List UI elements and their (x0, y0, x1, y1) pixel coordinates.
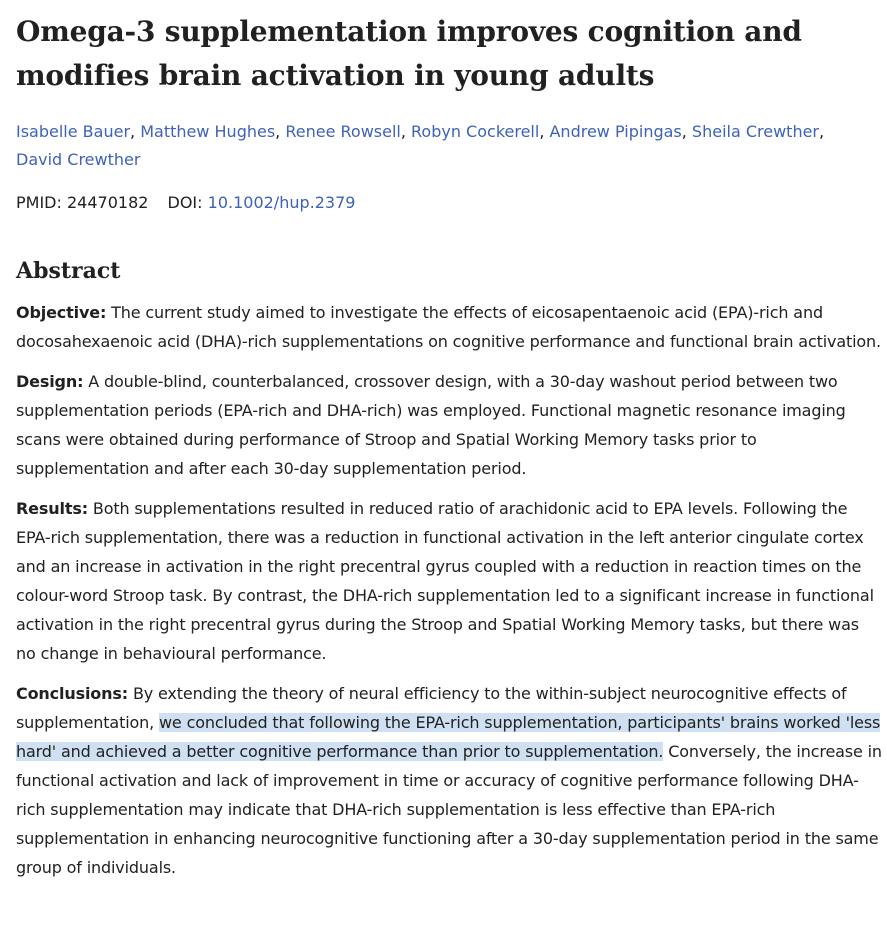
author-link[interactable]: Isabelle Bauer (16, 122, 131, 141)
objective-label: Objective: (16, 303, 107, 322)
highlighted-selection[interactable]: we concluded that following the EPA-rich supplementation, participants' brains worked 'less hard' and achieved a better cognitive performance than prior to supplementation. (16, 713, 881, 761)
author-link[interactable]: Matthew Hughes (140, 122, 276, 141)
conclusions-text: By extending the theory of neural efficiency to the within-subject neurocognitive effects of supplementation, (16, 684, 847, 732)
pmid-label: PMID: (16, 193, 62, 212)
doi-link[interactable]: 10.1002/hup.2379 (207, 193, 356, 212)
article-title: Omega-3 supplementation improves cognition and modifies brain activation in young adults (16, 15, 802, 92)
abstract-objective (16, 298, 882, 356)
objective-text: The current study aimed to investigate the effects of eicosapentaenoic acid (EPA)-rich and docosahexaenoic acid (DHA)-rich supplementations on cognitive performance and functional brain activation. (16, 303, 881, 351)
author-link[interactable]: David Crewther (16, 150, 141, 169)
conclusions-label: Conclusions: (16, 684, 128, 703)
conclusions-text-continued: Conversely, the increase in functional activation and lack of improvement in time or accuracy of cognitive performance following DHA-rich supplementation may indicate that DHA-rich supplementation is less effective than EPA-rich supplementation in enhancing neurocognitive functioning after a 30-day supplementation period in the same group of individuals. (16, 742, 882, 877)
abstract-heading: Abstract (16, 258, 121, 284)
author-link[interactable]: Sheila Crewther (691, 122, 820, 141)
author-link[interactable]: Renee Rowsell (285, 122, 401, 141)
design-text: A double-blind, counterbalanced, crossover design, with a 30-day washout period between two supplementation periods (EPA-rich and DHA-rich) was employed. Functional magnetic resonance imaging scans were obtained during performance of Stroop and Spatial Working Memory tasks prior to supplementation and after each 30-day supplementation period. (16, 372, 846, 478)
author-link[interactable]: Andrew Pipingas (549, 122, 682, 141)
results-label: Results: (16, 499, 88, 518)
article-identifiers (16, 190, 882, 216)
abstract-results (16, 494, 882, 668)
design-label: Design: (16, 372, 84, 391)
results-text: Both supplementations resulted in reduced ratio of arachidonic acid to EPA levels. Following the EPA-rich supplementation, there was a reduction in functional activation in the left anterior cingulate cortex and an increase in activation in the right precentral gyrus coupled with a reduction in reaction times on the colour-word Stroop task. By contrast, the DHA-rich supplementation led to a significant increase in functional activation in the right precentral gyrus during the Stroop and Spatial Working Memory tasks, but there was no change in behavioural performance. (16, 499, 874, 663)
abstract-conclusions (16, 679, 882, 882)
pmid-value: 24470182 (66, 193, 149, 212)
article-page (0, 10, 882, 882)
author-link[interactable]: Robyn Cockerell (411, 122, 540, 141)
doi-label: DOI: (167, 193, 203, 212)
author-list: Isabelle Bauer, Matthew Hughes, Renee Rowsell, Robyn Cockerell, Andrew Pipingas, Sheila Crewther, David Crewther (16, 122, 825, 169)
abstract-design (16, 367, 882, 483)
